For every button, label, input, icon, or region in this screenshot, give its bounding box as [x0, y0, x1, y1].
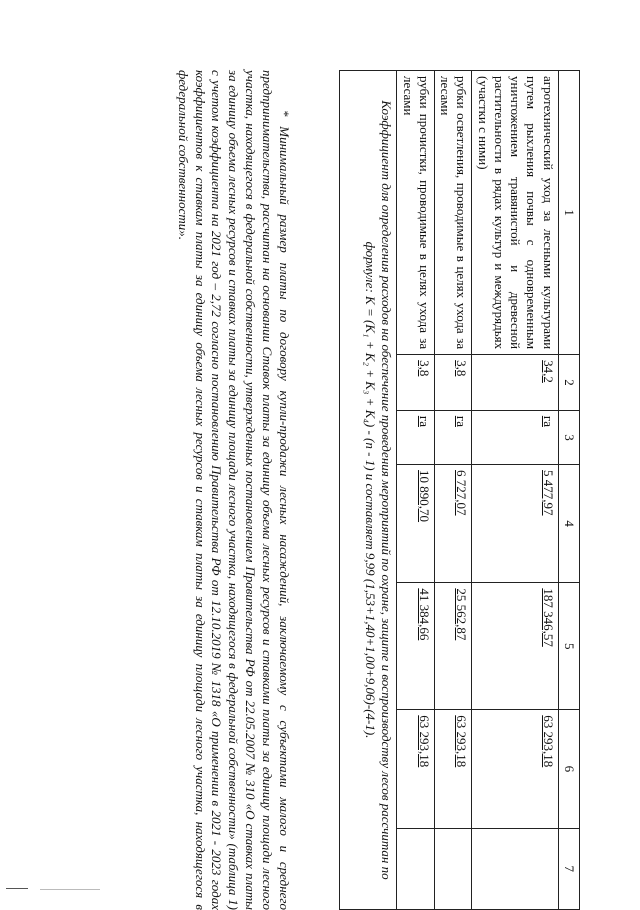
total-cost-cell: 187 346,57	[472, 583, 558, 710]
column-header: 5	[558, 583, 579, 710]
quantity-cell: 34,2	[472, 355, 558, 411]
calculation-table	[340, 70, 581, 910]
total-cost-cell: 25 562,87	[435, 583, 473, 710]
coefficient-row	[340, 71, 397, 910]
scan-artifact	[6, 888, 28, 889]
extra-cell	[435, 828, 473, 909]
table-row	[435, 71, 473, 910]
unit-cell: га	[472, 410, 558, 464]
footnote-text: * Минимальный размер платы по договору купли-продажи лесных насаждений, заключаемому с субъектами малого и среднего предпринимательства, рассчитан на основании Ставок платы за единицу объема лесных ресурсов и ставками платы за единицу площади лесного участка, находящегося в федеральной собственности, утвержденных постановлением Правительства РФ от 22.05.2007 № 310 «О ставках платы за единицу объема лесных ресурсов и ставках платы за единицу площади лесного участка, находящегося в федеральной собственности» (таблица 1) с учетом коэффициента на 2021 год – 2,72 согласно постановлению Правительства РФ от 12.10.2019 № 1318 «О применении в 2021 - 2023 годах коэффициентов к ставкам платы за единицу объема лесных ресурсов и ставкам платы за единицу площади лесного участка, находящегося в федеральной собственности».	[175, 70, 292, 910]
min-cost-cell: 63 293,18	[435, 710, 473, 828]
coefficient-text: Коэффициент для определения расходов на обеспечение проведения мероприятий по охране, защите и воспроизводству лесов рассчитан по формуле: K = (K₁ + K₂ + K₃ + K₄) - (n - 1) и составляет 9,99 (1,53+1,40+1,00+9,06)-(4-1).	[340, 71, 397, 910]
column-header: 7	[558, 828, 579, 909]
min-cost-cell: 63 293,18	[397, 710, 435, 828]
column-header: 1	[558, 71, 579, 355]
extra-cell	[397, 828, 435, 909]
work-name-cell: агротехнический уход за лесными культурами путем рыхления почвы с одновременным уничтожением травянистой и древесной растительности в рядах культур и междурядьях (участки с ними)	[472, 71, 558, 355]
column-header: 2	[558, 355, 579, 411]
unit-price-cell: 10 890,70	[397, 465, 435, 583]
table-row	[472, 71, 558, 910]
quantity-cell: 3,8	[397, 355, 435, 411]
quantity-cell: 3,8	[435, 355, 473, 411]
column-header: 4	[558, 465, 579, 583]
table-row	[397, 71, 435, 910]
total-cost-cell: 41 384,66	[397, 583, 435, 710]
work-name-cell: рубки осветления, проводимые в целях ухода за лесами	[435, 71, 473, 355]
extra-cell	[472, 828, 558, 909]
scan-artifact	[40, 889, 100, 890]
unit-cell: га	[435, 410, 473, 464]
unit-cell: га	[397, 410, 435, 464]
min-cost-cell: 63 293,18	[472, 710, 558, 828]
unit-price-cell: 6 727,07	[435, 465, 473, 583]
work-name-cell: рубки прочистки, проводимые в целях ухода за лесами	[397, 71, 435, 355]
column-header: 6	[558, 710, 579, 828]
rotated-page	[40, 70, 580, 910]
column-header: 3	[558, 410, 579, 464]
footnote	[174, 70, 292, 910]
table-header-row	[558, 71, 579, 910]
unit-price-cell: 5 477,97	[472, 465, 558, 583]
